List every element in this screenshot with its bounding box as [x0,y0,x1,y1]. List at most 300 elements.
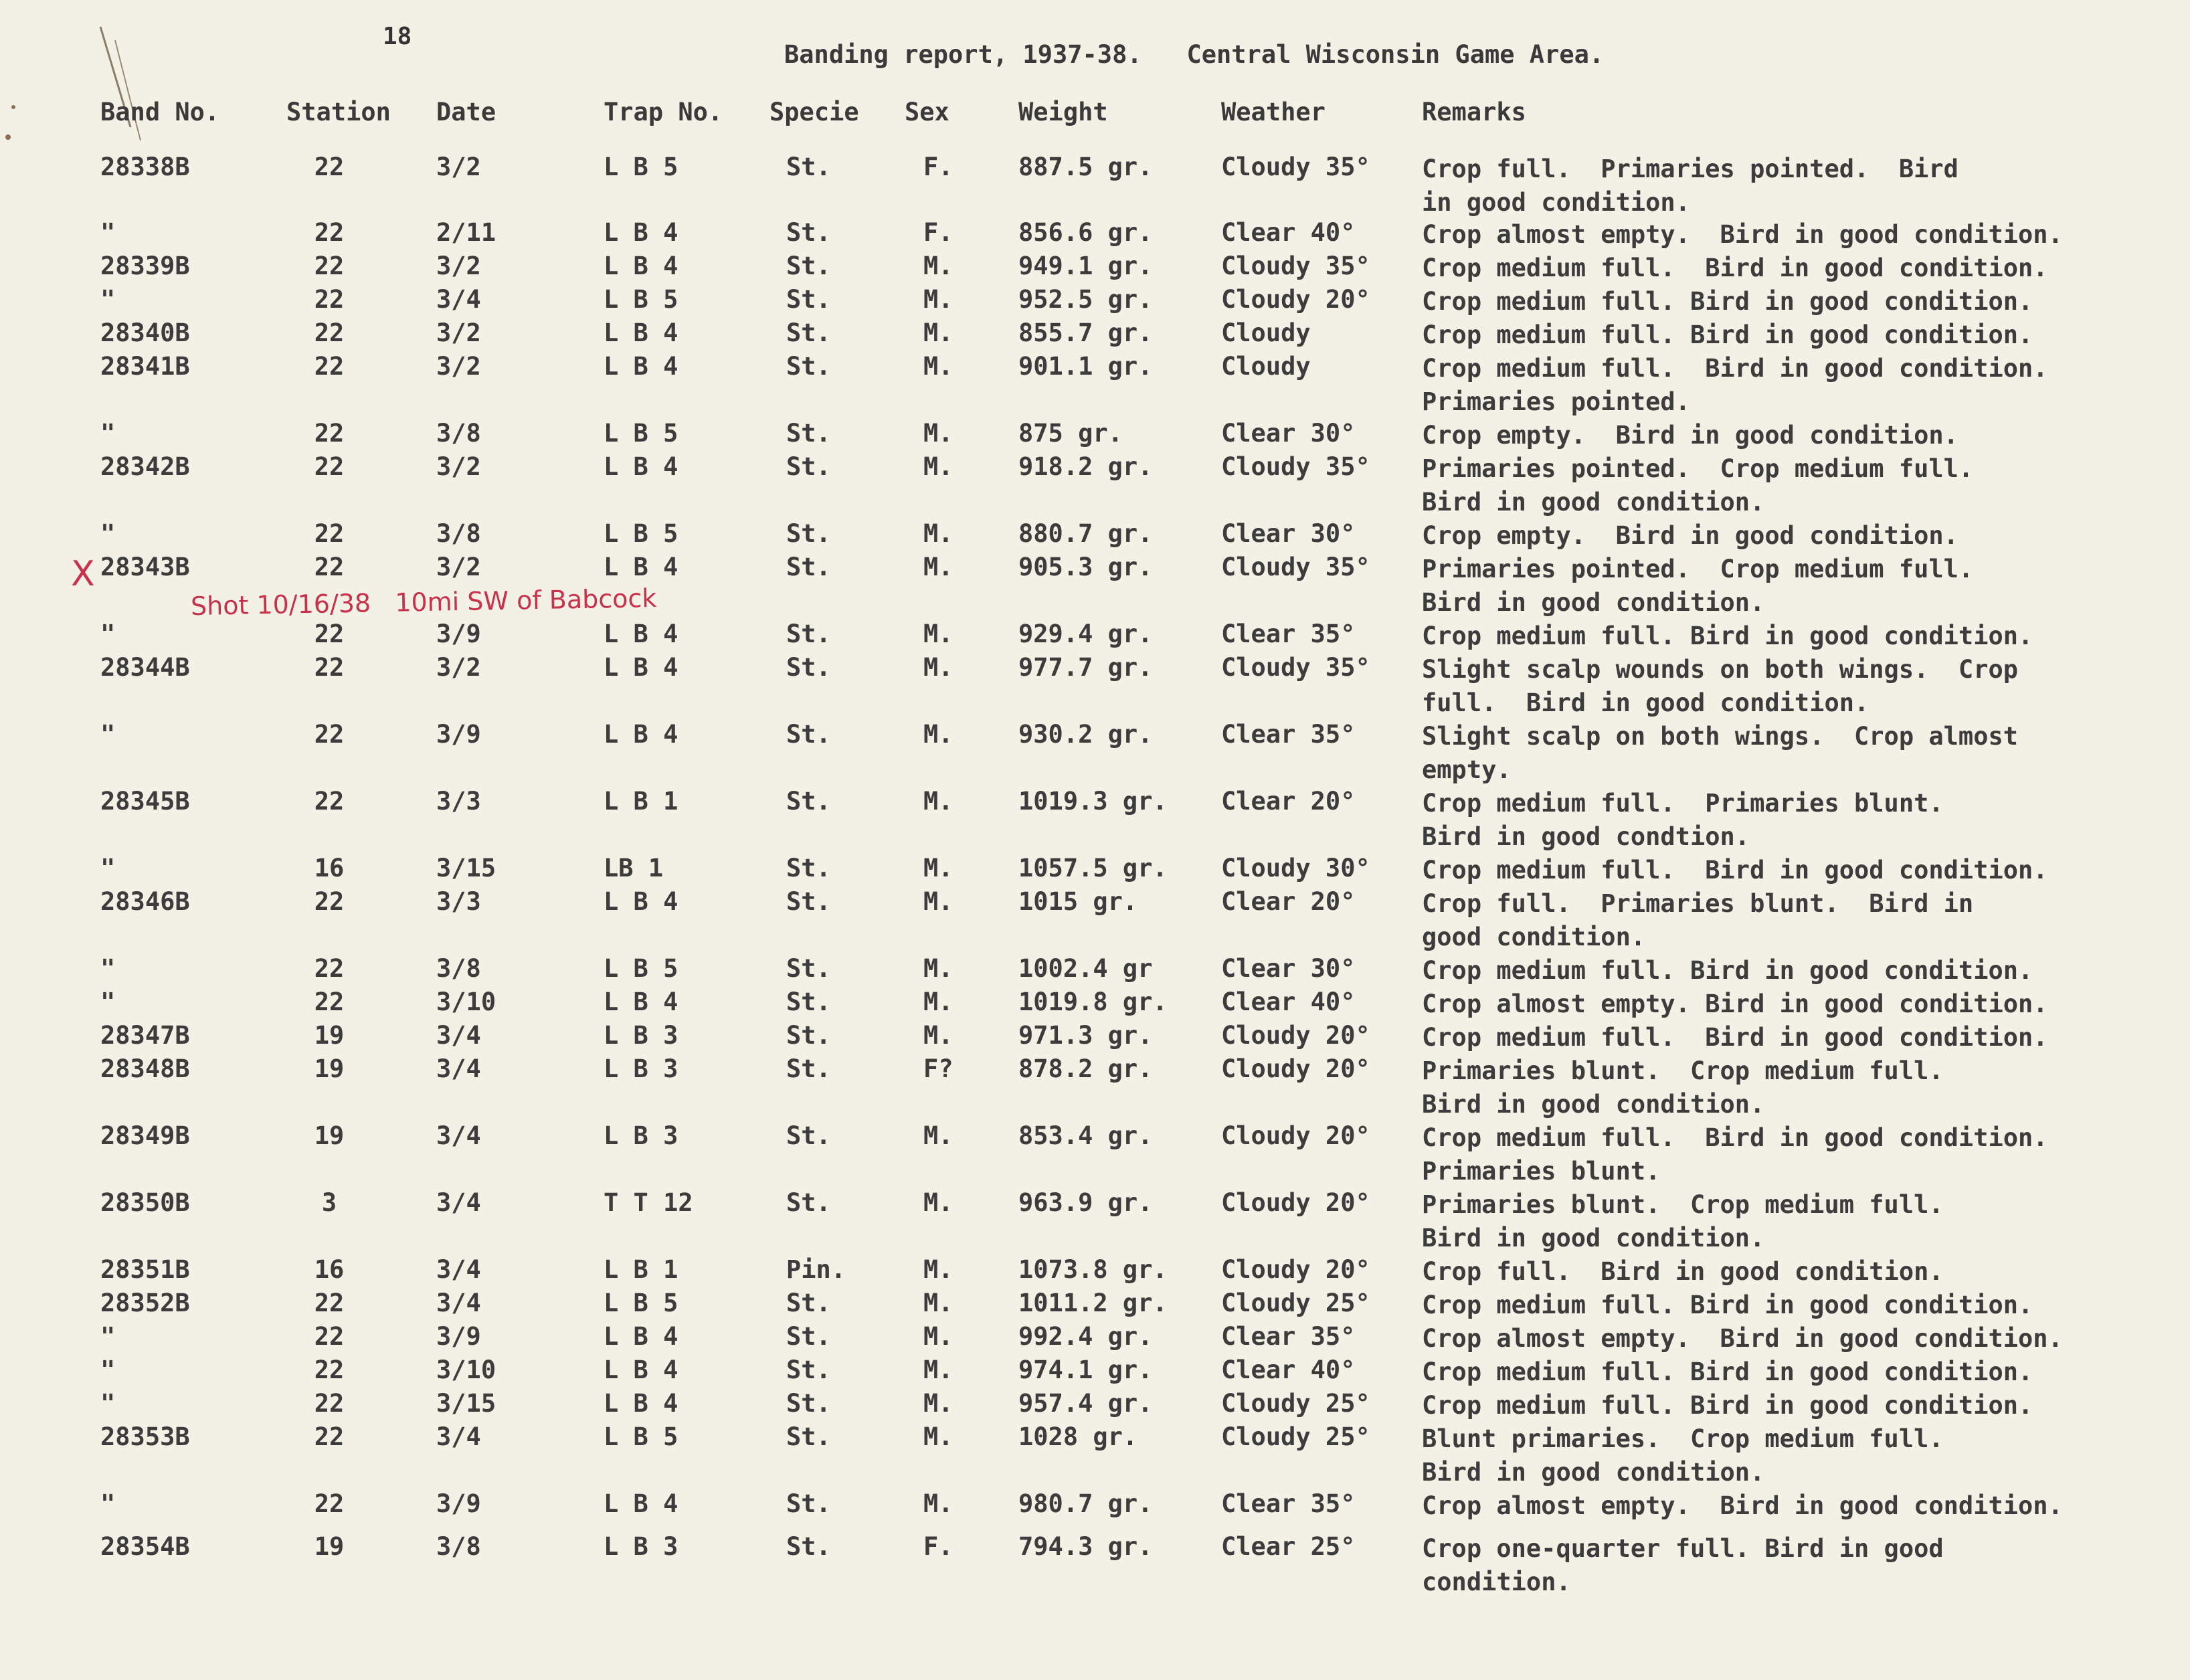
station-cell: 19 [314,1532,345,1561]
table-row [0,720,2190,784]
station-cell: 3 [321,1188,337,1217]
specie-cell: St. [786,854,831,882]
specie-cell: St. [786,787,831,816]
station-cell: 22 [314,787,345,816]
remarks-cell: Primaries pointed. Crop medium full. Bird in good condition. [1422,555,1974,617]
weight-cell: 880.7 gr. [1018,519,1153,548]
sex-cell: M. [923,1188,953,1217]
weight-cell: 971.3 gr. [1018,1021,1153,1050]
specie-cell: St. [786,285,831,314]
header-sex: Sex [905,98,949,126]
table-row [0,153,2190,217]
sex-cell: M. [923,452,953,481]
specie-cell: St. [786,887,831,916]
remarks-cell: Crop medium full. Bird in good condition. [1422,856,2048,884]
band-no-cell: " [100,519,116,548]
weather-cell: Cloudy [1221,318,1311,347]
station-cell: 22 [314,318,345,347]
band-no-cell: " [100,1356,116,1384]
date-cell: 3/9 [436,620,481,648]
remarks-cell: Slight scalp wounds on both wings. Crop full. Bird in good condition. [1422,655,2019,717]
band-no-cell: 28353B [100,1422,190,1451]
weather-cell: Clear 40° [1221,1356,1356,1384]
sex-cell: M. [923,620,953,648]
band-no-cell: 28340B [100,318,190,347]
sex-cell: M. [923,1422,953,1451]
sex-cell: M. [923,1322,953,1351]
band-no-cell: 28341B [100,352,190,381]
weight-cell: 856.6 gr. [1018,218,1153,247]
remarks-cell: Crop full. Primaries blunt. Bird in good condition. [1422,889,1974,951]
trap-no-cell: L B 4 [604,352,678,381]
weight-cell: 887.5 gr. [1018,153,1153,181]
specie-cell: St. [786,988,831,1016]
specie-cell: St. [786,1121,831,1150]
station-cell: 16 [314,854,345,882]
weight-cell: 977.7 gr. [1018,653,1153,682]
remarks-cell: Primaries pointed. Crop medium full. Bird in good condition. [1422,454,1974,517]
table-row [0,1021,2190,1054]
weight-cell: 853.4 gr. [1018,1121,1153,1150]
band-no-cell: 28350B [100,1188,190,1217]
date-cell: 3/4 [436,1289,481,1317]
report-title: Banding report, 1937-38. Central Wisconsin Game Area. [784,40,1605,69]
page-number: 18 [383,23,412,50]
band-no-cell: 28348B [100,1054,190,1083]
sex-cell: M. [923,419,953,448]
header-date: Date [436,98,496,126]
weather-cell: Cloudy 20° [1221,1255,1370,1284]
trap-no-cell: L B 4 [604,620,678,648]
table-row [0,1054,2190,1119]
header-remarks: Remarks [1422,98,1526,126]
weight-cell: 957.4 gr. [1018,1389,1153,1418]
date-cell: 3/4 [436,1422,481,1451]
specie-cell: St. [786,1188,831,1217]
specie-cell: St. [786,1422,831,1451]
trap-no-cell: L B 5 [604,1289,678,1317]
trap-no-cell: L B 5 [604,519,678,548]
table-row [0,452,2190,517]
sex-cell: M. [923,285,953,314]
table-row [0,519,2190,553]
weight-cell: 878.2 gr. [1018,1054,1153,1083]
band-no-cell: 28342B [100,452,190,481]
station-cell: 22 [314,1422,345,1451]
specie-cell: St. [786,1054,831,1083]
trap-no-cell: L B 4 [604,653,678,682]
weather-cell: Clear 35° [1221,620,1356,648]
table-row [0,653,2190,717]
weather-cell: Clear 35° [1221,1322,1356,1351]
date-cell: 3/10 [436,1356,496,1384]
remarks-cell: Crop almost empty. Bird in good condition. [1422,220,2063,249]
weight-cell: 1015 gr. [1018,887,1138,916]
table-row [0,352,2190,416]
sex-cell: M. [923,1389,953,1418]
specie-cell: St. [786,1356,831,1384]
station-cell: 22 [314,954,345,983]
weather-cell: Cloudy 20° [1221,285,1370,314]
table-row [0,285,2190,318]
table-row [0,887,2190,951]
station-cell: 22 [314,285,345,314]
trap-no-cell: L B 5 [604,285,678,314]
trap-no-cell: L B 5 [604,954,678,983]
table-row [0,954,2190,988]
weather-cell: Clear 30° [1221,519,1356,548]
weight-cell: 992.4 gr. [1018,1322,1153,1351]
sex-cell: M. [923,1489,953,1518]
station-cell: 16 [314,1255,345,1284]
specie-cell: St. [786,653,831,682]
band-no-cell: 28338B [100,153,190,181]
weight-cell: 974.1 gr. [1018,1356,1153,1384]
weight-cell: 855.7 gr. [1018,318,1153,347]
table-row [0,988,2190,1021]
header-station: Station [286,98,391,126]
date-cell: 3/8 [436,1532,481,1561]
table-row [0,1422,2190,1487]
trap-no-cell: L B 4 [604,252,678,280]
weather-cell: Cloudy 25° [1221,1422,1370,1451]
station-cell: 22 [314,720,345,749]
specie-cell: St. [786,519,831,548]
remarks-cell: Crop medium full. Bird in good condition. [1422,1291,2033,1319]
station-cell: 22 [314,1356,345,1384]
table-row [0,1322,2190,1356]
date-cell: 3/2 [436,352,481,381]
trap-no-cell: L B 4 [604,553,678,581]
weather-cell: Cloudy 20° [1221,1188,1370,1217]
weight-cell: 980.7 gr. [1018,1489,1153,1518]
weather-cell: Cloudy 35° [1221,653,1370,682]
specie-cell: St. [786,720,831,749]
weather-cell: Cloudy 35° [1221,452,1370,481]
date-cell: 3/9 [436,1489,481,1518]
trap-no-cell: L B 4 [604,720,678,749]
remarks-cell: Crop medium full. Primaries blunt. Bird in good condtion. [1422,789,1944,851]
remarks-cell: Crop medium full. Bird in good condition. [1422,287,2033,316]
sex-cell: M. [923,252,953,280]
trap-no-cell: L B 4 [604,218,678,247]
remarks-cell: Crop almost empty. Bird in good condition. [1422,1324,2063,1353]
weather-cell: Cloudy 30° [1221,854,1370,882]
band-no-cell: " [100,720,116,749]
weight-cell: 918.2 gr. [1018,452,1153,481]
weight-cell: 1019.3 gr. [1018,787,1168,816]
band-no-cell: 28349B [100,1121,190,1150]
station-cell: 22 [314,887,345,916]
sex-cell: M. [923,854,953,882]
handwritten-x-mark: X [71,554,95,594]
remarks-cell: Blunt primaries. Crop medium full. Bird in good condition. [1422,1424,1944,1487]
sex-cell: F. [923,1532,953,1561]
table-row [0,1121,2190,1186]
station-cell: 22 [314,452,345,481]
station-cell: 22 [314,252,345,280]
band-no-cell: 28352B [100,1289,190,1317]
remarks-cell: Crop medium full. Bird in good condition. [1422,254,2048,282]
table-row [0,1389,2190,1422]
date-cell: 3/3 [436,787,481,816]
weight-cell: 1019.8 gr. [1018,988,1168,1016]
specie-cell: St. [786,419,831,448]
trap-no-cell: L B 4 [604,452,678,481]
weight-cell: 952.5 gr. [1018,285,1153,314]
specie-cell: St. [786,553,831,581]
weather-cell: Clear 20° [1221,887,1356,916]
sex-cell: F? [923,1054,953,1083]
table-row [0,1532,2190,1596]
date-cell: 3/2 [436,653,481,682]
station-cell: 22 [314,553,345,581]
remarks-cell: Crop medium full. Bird in good condition. [1422,1391,2033,1420]
weight-cell: 875 gr. [1018,419,1123,448]
table-row [0,419,2190,452]
specie-cell: St. [786,153,831,181]
station-cell: 22 [314,153,345,181]
weather-cell: Cloudy 35° [1221,252,1370,280]
weather-cell: Cloudy 35° [1221,153,1370,181]
weight-cell: 1028 gr. [1018,1422,1138,1451]
remarks-cell: Crop medium full. Bird in good condition. Primaries pointed. [1422,354,2048,416]
sex-cell: M. [923,887,953,916]
table-row [0,1489,2190,1523]
station-cell: 22 [314,218,345,247]
band-no-cell: " [100,988,116,1016]
remarks-cell: Crop medium full. Bird in good condition. [1422,320,2033,349]
table-row [0,218,2190,252]
band-no-cell: " [100,419,116,448]
band-no-cell: 28347B [100,1021,190,1050]
date-cell: 3/4 [436,1121,481,1150]
specie-cell: St. [786,1489,831,1518]
date-cell: 3/4 [436,1021,481,1050]
date-cell: 3/15 [436,854,496,882]
sex-cell: M. [923,553,953,581]
weather-cell: Clear 25° [1221,1532,1356,1561]
date-cell: 3/8 [436,519,481,548]
specie-cell: St. [786,1289,831,1317]
trap-no-cell: L B 4 [604,887,678,916]
trap-no-cell: L B 1 [604,1255,678,1284]
trap-no-cell: L B 4 [604,318,678,347]
weight-cell: 949.1 gr. [1018,252,1153,280]
band-no-cell: " [100,285,116,314]
weight-cell: 794.3 gr. [1018,1532,1153,1561]
weather-cell: Cloudy 20° [1221,1054,1370,1083]
date-cell: 3/2 [436,318,481,347]
trap-no-cell: T T 12 [604,1188,693,1217]
trap-no-cell: L B 5 [604,1422,678,1451]
handwritten-shot-note: Shot 10/16/38 10mi SW of Babcock [190,583,657,622]
remarks-cell: Crop full. Bird in good condition. [1422,1257,1944,1286]
date-cell: 3/2 [436,252,481,280]
station-cell: 22 [314,1389,345,1418]
specie-cell: St. [786,954,831,983]
weight-cell: 963.9 gr. [1018,1188,1153,1217]
remarks-cell: Crop medium full. Bird in good condition. [1422,956,2033,985]
weight-cell: 1073.8 gr. [1018,1255,1168,1284]
specie-cell: St. [786,318,831,347]
specie-cell: St. [786,252,831,280]
weather-cell: Clear 35° [1221,720,1356,749]
remarks-cell: Crop full. Primaries pointed. Bird in good condition. [1422,155,1958,217]
weather-cell: Clear 40° [1221,988,1356,1016]
weather-cell: Cloudy 20° [1221,1121,1370,1150]
sex-cell: M. [923,318,953,347]
remarks-cell: Crop medium full. Bird in good condition. Primaries blunt. [1422,1123,2048,1186]
weather-cell: Cloudy 25° [1221,1389,1370,1418]
trap-no-cell: L B 5 [604,153,678,181]
weather-cell: Cloudy 20° [1221,1021,1370,1050]
date-cell: 3/10 [436,988,496,1016]
remarks-cell: Slight scalp on both wings. Crop almost empty. [1422,722,2019,784]
station-cell: 19 [314,1021,345,1050]
specie-cell: St. [786,620,831,648]
trap-no-cell: L B 4 [604,988,678,1016]
band-no-cell: " [100,854,116,882]
date-cell: 3/2 [436,452,481,481]
weather-cell: Cloudy 35° [1221,553,1370,581]
date-cell: 3/4 [436,1188,481,1217]
specie-cell: St. [786,1021,831,1050]
trap-no-cell: L B 1 [604,787,678,816]
specie-cell: St. [786,452,831,481]
trap-no-cell: L B 3 [604,1532,678,1561]
remarks-cell: Crop medium full. Bird in good condition. [1422,1358,2033,1386]
trap-no-cell: L B 3 [604,1021,678,1050]
remarks-cell: Crop one-quarter full. Bird in good condition. [1422,1534,1944,1596]
sex-cell: M. [923,954,953,983]
date-cell: 3/4 [436,1255,481,1284]
weight-cell: 1002.4 gr [1018,954,1153,983]
sex-cell: M. [923,1356,953,1384]
date-cell: 3/2 [436,153,481,181]
band-no-cell: " [100,954,116,983]
station-cell: 22 [314,653,345,682]
band-no-cell: 28339B [100,252,190,280]
band-no-cell: " [100,218,116,247]
table-row [0,1289,2190,1322]
weight-cell: 1057.5 gr. [1018,854,1168,882]
remarks-cell: Primaries blunt. Crop medium full. Bird in good condition. [1422,1190,1944,1252]
specie-cell: St. [786,1532,831,1561]
table-row [0,1188,2190,1252]
band-no-cell: 28346B [100,887,190,916]
weather-cell: Clear 40° [1221,218,1356,247]
sex-cell: F. [923,218,953,247]
station-cell: 19 [314,1121,345,1150]
trap-no-cell: L B 4 [604,1356,678,1384]
trap-no-cell: LB 1 [604,854,664,882]
table-row [0,854,2190,887]
weight-cell: 930.2 gr. [1018,720,1153,749]
weight-cell: 901.1 gr. [1018,352,1153,381]
date-cell: 3/15 [436,1389,496,1418]
weather-cell: Clear 20° [1221,787,1356,816]
remarks-cell: Crop medium full. Bird in good condition. [1422,1023,2048,1052]
trap-no-cell: L B 4 [604,1322,678,1351]
station-cell: 22 [314,1322,345,1351]
date-cell: 2/11 [436,218,496,247]
specie-cell: Pin. [786,1255,846,1284]
band-no-cell: 28344B [100,653,190,682]
trap-no-cell: L B 3 [604,1121,678,1150]
specie-cell: St. [786,1322,831,1351]
sex-cell: M. [923,720,953,749]
date-cell: 3/8 [436,954,481,983]
remarks-cell: Primaries blunt. Crop medium full. Bird in good condition. [1422,1056,1944,1119]
specie-cell: St. [786,1389,831,1418]
date-cell: 3/9 [436,720,481,749]
table-row [0,318,2190,352]
station-cell: 19 [314,1054,345,1083]
table-row [0,620,2190,653]
weight-cell: 1011.2 gr. [1018,1289,1168,1317]
remarks-cell: Crop almost empty. Bird in good condition. [1422,990,2048,1018]
header-weather: Weather [1221,98,1326,126]
station-cell: 22 [314,352,345,381]
sex-cell: M. [923,519,953,548]
header-weight: Weight [1018,98,1108,126]
band-no-cell: " [100,1389,116,1418]
band-no-cell: 28354B [100,1532,190,1561]
station-cell: 22 [314,620,345,648]
sex-cell: M. [923,352,953,381]
date-cell: 3/9 [436,1322,481,1351]
band-no-cell: 28351B [100,1255,190,1284]
band-no-cell: " [100,1322,116,1351]
header-specie: Specie [769,98,859,126]
trap-no-cell: L B 4 [604,1389,678,1418]
station-cell: 22 [314,988,345,1016]
band-no-cell: " [100,1489,116,1518]
table-row [0,1356,2190,1389]
station-cell: 22 [314,419,345,448]
specie-cell: St. [786,218,831,247]
station-cell: 22 [314,519,345,548]
weather-cell: Clear 30° [1221,419,1356,448]
sex-cell: M. [923,653,953,682]
weather-cell: Clear 30° [1221,954,1356,983]
date-cell: 3/4 [436,285,481,314]
date-cell: 3/2 [436,553,481,581]
table-row [0,252,2190,285]
date-cell: 3/4 [436,1054,481,1083]
sex-cell: M. [923,1021,953,1050]
band-no-cell: 28345B [100,787,190,816]
band-no-cell: " [100,620,116,648]
remarks-cell: Crop almost empty. Bird in good condition. [1422,1491,2063,1520]
specie-cell: St. [786,352,831,381]
band-no-cell: 28343B [100,553,190,581]
header-trap-no: Trap No. [604,98,723,126]
sex-cell: M. [923,787,953,816]
table-row [0,1255,2190,1289]
sex-cell: M. [923,1289,953,1317]
remarks-cell: Crop medium full. Bird in good condition. [1422,622,2033,650]
header-band-no: Band No. [100,98,220,126]
sex-cell: M. [923,1121,953,1150]
trap-no-cell: L B 3 [604,1054,678,1083]
remarks-cell: Crop empty. Bird in good condition. [1422,521,1958,550]
weather-cell: Clear 35° [1221,1489,1356,1518]
sex-cell: M. [923,988,953,1016]
weight-cell: 929.4 gr. [1018,620,1153,648]
weight-cell: 905.3 gr. [1018,553,1153,581]
